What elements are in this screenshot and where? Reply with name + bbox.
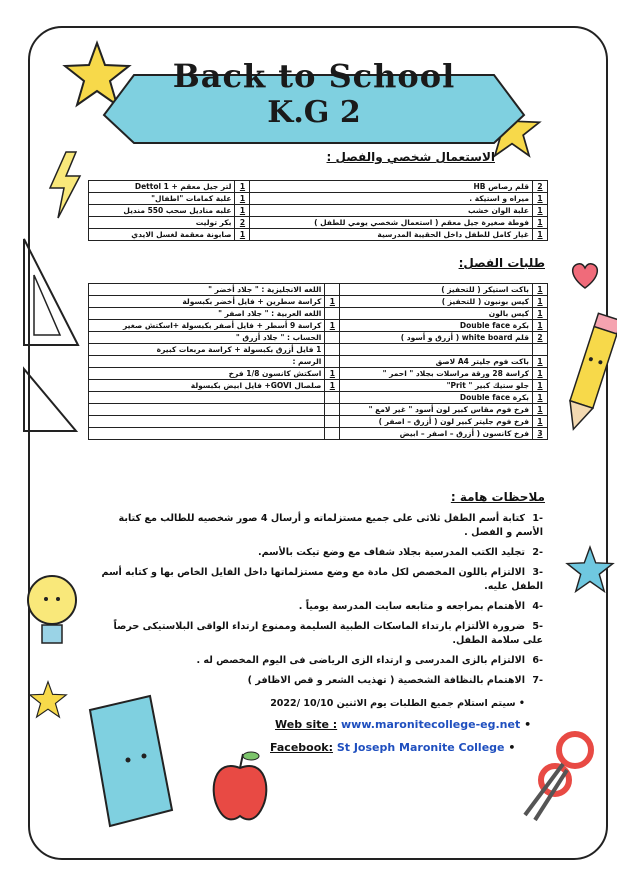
table-row	[89, 332, 548, 344]
note-text: تجليد الكتب المدرسية بجلاد شفاف مع وضع تيكت بالأسم.	[257, 547, 525, 558]
qty-cell: 1	[235, 205, 250, 217]
table-row	[89, 392, 548, 404]
facebook-line: Facebook: St Joseph Maronite College •	[270, 741, 516, 754]
qty-cell: 1	[325, 296, 340, 308]
ruler-triangle-icon	[20, 235, 82, 355]
item-cell: كراسة 28 ورقة مراسلات بجلاد " احمر "	[340, 368, 533, 380]
personal-items-table	[88, 180, 548, 241]
item-cell: بكرة Double face	[340, 320, 533, 332]
note-number: -5	[532, 621, 543, 632]
qty-cell	[325, 308, 340, 320]
qty-cell: 1	[533, 284, 548, 296]
qty-cell: 1	[235, 181, 250, 193]
qty-cell	[325, 404, 340, 416]
table-row	[89, 320, 548, 332]
item-cell	[89, 404, 325, 416]
note-text: ضرورة الألتزام بارتداء الماسكات الطبية السليمة وممنوع ارتداء الواقى البلاستيكى حرصاً على سلامة الطفل.	[113, 621, 543, 646]
title-banner	[94, 55, 534, 145]
qty-cell: 1	[533, 356, 548, 368]
table-row	[89, 284, 548, 296]
item-cell	[340, 344, 533, 356]
table-row	[89, 428, 548, 440]
section-notes: ملاحظات هامة :	[450, 490, 545, 504]
item-cell: 1 فايل أزرق بكبسولة + كراسة مربعات كبيرة	[89, 344, 325, 356]
item-cell: علبة كمامات "اطفال"	[89, 193, 235, 205]
note-item	[95, 654, 543, 668]
note-number: -7	[532, 675, 543, 686]
qty-cell: 1	[325, 380, 340, 392]
qty-cell: 1	[533, 193, 548, 205]
item-cell: كيس بالون	[340, 308, 533, 320]
table-row	[89, 308, 548, 320]
ruler-triangle-icon	[20, 365, 80, 435]
star-icon	[565, 545, 615, 595]
qty-cell	[325, 392, 340, 404]
qty-cell: 2	[533, 181, 548, 193]
item-cell: غيار كامل للطفل داخل الحقيبة المدرسية	[250, 229, 533, 241]
note-item	[95, 674, 543, 688]
item-cell: جلو ستيك كبير " Prit"	[340, 380, 533, 392]
note-number: -1	[532, 513, 543, 524]
website-label: Web site :	[275, 718, 338, 731]
lightbulb-icon	[22, 565, 82, 665]
item-cell: اللغه الانجليزية : " جلاد أخضر "	[89, 284, 325, 296]
item-cell: قلم رصاص HB	[250, 181, 533, 193]
qty-cell: 1	[533, 296, 548, 308]
item-cell: كراسة سطرين + فايل أخضر بكبسولة	[89, 296, 325, 308]
qty-cell: 1	[533, 368, 548, 380]
note-number: -2	[532, 547, 543, 558]
note-item	[95, 546, 543, 560]
heart-icon	[568, 258, 602, 292]
note-number: -3	[532, 567, 543, 578]
class-items-table	[88, 283, 548, 440]
item-cell: صابونة معقمة لغسل الايدي	[89, 229, 235, 241]
item-cell: الحساب : " جلاد أزرق "	[89, 332, 325, 344]
qty-cell: 1	[325, 368, 340, 380]
qty-cell: 1	[533, 392, 548, 404]
item-cell	[89, 416, 325, 428]
note-text: الاهتمام بالنظافة الشخصية ( تهذيب الشعر و قص الاظافر )	[247, 675, 525, 686]
qty-cell	[533, 344, 548, 356]
website-line: Web site : www.maronitecollege-eg.net •	[275, 718, 532, 731]
item-cell: علبه مناديل سحب 550 منديل	[89, 205, 235, 217]
item-cell: قلم white board ( أزرق و أسود )	[340, 332, 533, 344]
qty-cell: 1	[533, 308, 548, 320]
facebook-label: Facebook:	[270, 741, 333, 754]
item-cell	[89, 428, 325, 440]
table-row	[89, 356, 548, 368]
apple-icon	[205, 748, 275, 828]
lightning-icon	[48, 150, 82, 220]
note-item	[95, 512, 543, 540]
item-cell: كيس بونبون ( للتحفيز )	[340, 296, 533, 308]
scissors-icon	[515, 720, 605, 830]
table-row	[89, 205, 548, 217]
item-cell: كراسة 9 أسطر + فايل أصفر بكبسولة +اسكتش صغير	[89, 320, 325, 332]
qty-cell: 1	[235, 229, 250, 241]
section-class: طلبات الفصل:	[458, 256, 545, 270]
qty-cell	[325, 356, 340, 368]
delivery-text: سيتم استلام جميع الطلبات يوم الاثنين 10/10 /2022	[270, 698, 516, 709]
table-row	[89, 416, 548, 428]
table-row	[89, 229, 548, 241]
item-cell: باكت فوم جليتر A4 لاصق	[340, 356, 533, 368]
qty-cell	[325, 428, 340, 440]
item-cell: لتر جيل معقم + Dettol 1	[89, 181, 235, 193]
note-item	[95, 566, 543, 594]
qty-cell: 1	[235, 193, 250, 205]
note-text: الالتزام باللون المخصص لكل مادة مع وضع مستزلماتها داخل الفايل الخاص بها و كتابه أسم الطفل عليه.	[101, 567, 543, 592]
qty-cell: 1	[533, 205, 548, 217]
item-cell: بكر توليت	[89, 217, 235, 229]
item-cell: فرخ فوم مقاس كبير لون أسود " غير لامع "	[340, 404, 533, 416]
item-cell: علبة الوان خشب	[250, 205, 533, 217]
item-cell	[89, 392, 325, 404]
note-item	[95, 620, 543, 648]
qty-cell	[325, 284, 340, 296]
section-personal: الاستعمال شخصي والفصل :	[326, 150, 495, 164]
item-cell: الرسم :	[89, 356, 325, 368]
notes-list	[95, 512, 543, 694]
qty-cell: 1	[533, 380, 548, 392]
item-cell: اسكتش كانسون 1/8 فرخ	[89, 368, 325, 380]
qty-cell: 1	[533, 217, 548, 229]
qty-cell: 1	[533, 229, 548, 241]
qty-cell: 1	[533, 416, 548, 428]
pencil-icon	[565, 310, 617, 440]
page-title: Back to School	[172, 57, 456, 95]
grade-title: K.G 2	[267, 95, 361, 130]
book-icon	[80, 690, 180, 830]
website-link[interactable]: www.maronitecollege-eg.net	[341, 718, 521, 731]
table-row	[89, 181, 548, 193]
note-text: الأهتمام بمراجعه و متابعه سايت المدرسة يومياً .	[298, 601, 525, 612]
note-text: كتابة أسم الطفل ثلاثى على جميع مستزلماته و أرسال 4 صور شخصيه للطالب مع كتابة الأسم و الفصل .	[118, 513, 543, 538]
table-row	[89, 296, 548, 308]
qty-cell: 3	[533, 428, 548, 440]
item-cell: ميراه و استيكة .	[250, 193, 533, 205]
table-row	[89, 368, 548, 380]
qty-cell	[325, 344, 340, 356]
qty-cell: 2	[533, 332, 548, 344]
qty-cell	[325, 332, 340, 344]
item-cell: فرخ كانسون ( أزرق – اصفر – ابيض	[340, 428, 533, 440]
item-cell: باكت استيكر ( للتحفيز )	[340, 284, 533, 296]
qty-cell: 1	[325, 320, 340, 332]
note-item	[95, 600, 543, 614]
item-cell: فرخ فوم جليتر كبير لون ( أزرق – اصفر )	[340, 416, 533, 428]
item-cell: فوطة صغيرة جيل معقم ( استعمال شخصي يومي للطفل )	[250, 217, 533, 229]
facebook-link[interactable]: St Joseph Maronite College	[336, 741, 505, 754]
item-cell: بكرة Double face	[340, 392, 533, 404]
qty-cell	[325, 416, 340, 428]
table-row	[89, 380, 548, 392]
note-number: -6	[532, 655, 543, 666]
table-row	[89, 193, 548, 205]
qty-cell: 1	[533, 404, 548, 416]
note-number: -4	[532, 601, 543, 612]
delivery-date: • سيتم استلام جميع الطلبات يوم الاثنين 10/10 /2022	[270, 698, 525, 709]
table-row	[89, 217, 548, 229]
item-cell: اللغه العربية : " جلاد اصفر "	[89, 308, 325, 320]
qty-cell: 2	[235, 217, 250, 229]
item-cell: صلصال GOVI+ فايل ابيض بكبسولة	[89, 380, 325, 392]
table-row	[89, 344, 548, 356]
qty-cell: 1	[533, 320, 548, 332]
star-icon	[28, 680, 68, 720]
table-row	[89, 404, 548, 416]
note-text: الالتزام بالزى المدرسى و ارتداء الزى الرياضى فى اليوم المخصص له .	[196, 655, 525, 666]
